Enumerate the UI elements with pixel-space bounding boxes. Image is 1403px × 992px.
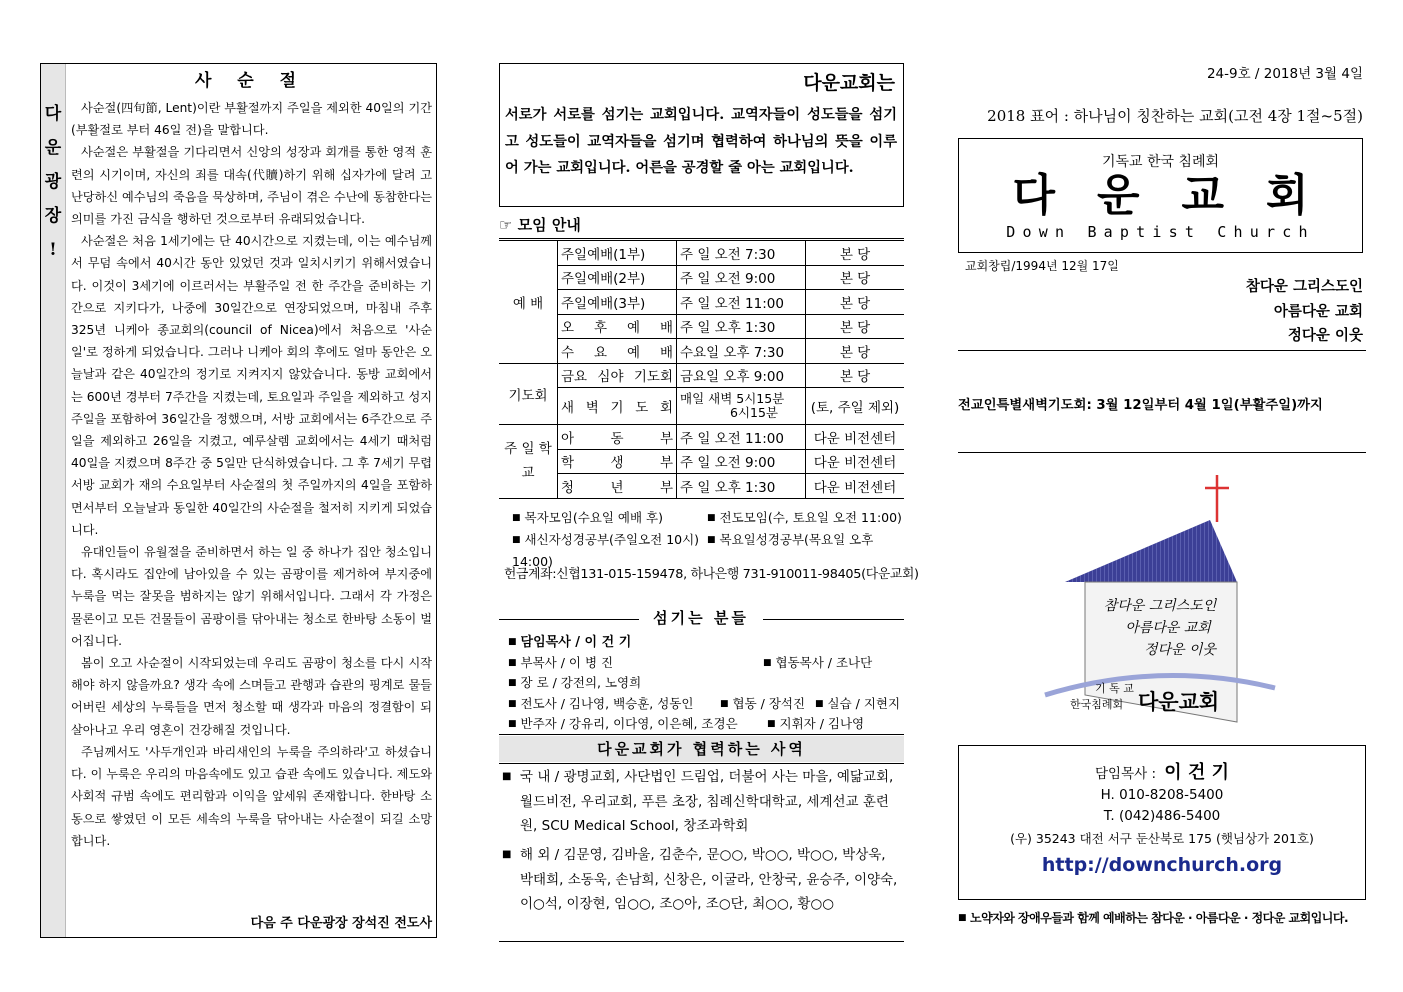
ministry-domestic xyxy=(502,765,902,839)
side-label xyxy=(41,64,66,937)
logo-name: 다운교회 xyxy=(1138,690,1220,714)
divider xyxy=(499,763,904,764)
logo-line: 아름다운 교회 xyxy=(1125,620,1211,636)
divider xyxy=(958,452,1366,453)
meeting-time: 주 일 오후 1:30 xyxy=(677,474,806,499)
table-row xyxy=(499,265,904,290)
meeting-name: 오 후 예 배 xyxy=(558,314,677,339)
extra-meeting: ■ 목자모임(수요일 예배 후) xyxy=(512,507,707,529)
ministry-overseas-text: 김문영, 김바울, 김춘수, 문○○, 박○○, 박○○, 박상욱, 박태희, 소동욱, 손남희, 신창은, 이굴라, 안창국, 윤승주, 이양숙, 이○석, 이장현, 임○○, 조○아, 조○단, 최○○, 황○○ xyxy=(520,847,898,912)
meeting-place: 본 당 xyxy=(806,339,905,364)
ministry-heading: 다운교회가 협력하는 사역 xyxy=(499,736,904,762)
slogans xyxy=(1246,275,1363,349)
issue-info: 24-9호 / 2018년 3월 4일 xyxy=(1206,66,1363,82)
column-sasunjeol xyxy=(40,63,437,938)
meeting-name: 새 벽 기 도 회 xyxy=(558,388,677,425)
bullet-square-icon: ■ xyxy=(502,849,512,860)
meeting-place: 본 당 xyxy=(806,241,905,266)
article-paragraph: 사순절은 처음 1세기에는 단 40시간으로 지켰는데, 이는 예수님께서 무덤 속에서 40시간 동안 있었던 것과 일치시키기 위해서였습니다. 이것이 3세기에 이르러서는 부활주일 전 한 주간을 준비하는 기간으로 지키다가, 나중에 30일간으로 연장되었으며, 마침내 주후 325년 니케아 종교회의(council of Nicea)에서 처음으로 '사순일'로 정하게 되었습니다. 그러나 니케아 회의 후에도 얼마 동안은 오늘날과 같은 40일간의 정기로 지켜지지 않았습니다. 동방 교회에서는 600년 경부터 7주간을 지켰는데, 토요일과 주일을 제외하고 성지 주일을 포함하여 36일간을 정했으며, 서방 교회에서는 6주간으로 주일을 제외하고 26일을 지켰고, 예루살렘 교회에서는 4세기 때처럼 40일을 지켰으며 8주간 중 5일만 단식하였습니다. 그 후 7세기 무렵 서방 교회가 재의 수요일부터 사순절의 첫 주일까지의 4일을 포함하면서부터 오늘날과 동일한 40일간의 사순절을 철저히 지키게 되었습니다. xyxy=(71,234,432,537)
divider xyxy=(958,350,1366,351)
divider xyxy=(499,619,639,620)
article-signature: 다음 주 다운광장 장석진 전도사 xyxy=(250,916,432,931)
logo-small: 기 독 교 xyxy=(1095,682,1134,695)
group-label: 주 일 학 교 xyxy=(499,425,558,499)
pastor-label: 담임목사 : xyxy=(1094,766,1156,782)
servant-line: ■ 담임목사 / 이 건 기 xyxy=(508,635,631,650)
article-paragraph: 사순절은 부활절을 기다리면서 신앙의 성장과 회개를 통한 영적 훈련의 시기이며, 자신의 죄를 대속(代贖)하기 위해 십자가에 달려 고난당하신 예수님의 죽음을 묵상하며, 주님이 겪은 수난에 동참한다는 의미를 가진 금식을 행하던 것으로부터 유래되었습니다. xyxy=(71,145,432,227)
footer-text: 노약자와 장애우들과 함께 예배하는 참다운 · 아름다운 · 정다운 교회입니다. xyxy=(970,911,1349,925)
servants-list xyxy=(508,632,903,735)
church-logo xyxy=(1040,470,1280,740)
meeting-place: 다운 비전센터 xyxy=(806,425,905,450)
table-row xyxy=(499,339,904,364)
servants-heading: 섬기는 분들 xyxy=(653,609,749,627)
divider xyxy=(499,941,904,942)
pastor-name: 이 건 기 xyxy=(1164,762,1229,783)
mobile-number: H. 010-8208-5400 xyxy=(1100,787,1224,803)
meeting-time xyxy=(677,388,806,425)
tel-number: T. (042)486-5400 xyxy=(1103,808,1221,824)
logo-line: 정다운 이웃 xyxy=(1143,642,1217,658)
divider xyxy=(499,238,904,239)
table-row xyxy=(499,290,904,315)
table-row xyxy=(499,241,904,266)
meeting-time: 주 일 오전 9:00 xyxy=(677,449,806,474)
cross-icon xyxy=(1205,475,1229,522)
intro-text: 서로가 서로를 섬기는 교회입니다. 교역자들이 성도들을 섬기고 성도들이 교역자들을 섬기며 협력하여 하나님의 뜻을 이루어 가는 교회입니다. 어른을 공경할 줄 아는 교회입니다. xyxy=(505,107,897,176)
ministry-overseas xyxy=(502,843,902,917)
roof-shape xyxy=(1065,520,1237,582)
founded-date: 교회창립/1994년 12월 17일 xyxy=(965,259,1119,273)
meeting-time: 주 일 오후 1:30 xyxy=(677,314,806,339)
meeting-place: 본 당 xyxy=(806,314,905,339)
meeting-time: 금요일 오후 9:00 xyxy=(677,363,806,388)
servant-line: ■ 실습 / 지현지 xyxy=(815,696,900,711)
divider xyxy=(763,619,904,620)
meeting-time-line: 매일 새벽 5시15분 xyxy=(680,391,785,406)
article-body xyxy=(71,97,432,852)
table-row xyxy=(499,449,904,474)
meeting-time: 주 일 오전 7:30 xyxy=(677,241,806,266)
meeting-name: 주일예배(2부) xyxy=(558,265,677,290)
meeting-place: 본 당 xyxy=(806,290,905,315)
logo-small: 한국침례회 xyxy=(1070,698,1124,711)
slogan: 정다운 이웃 xyxy=(1287,328,1363,344)
servant-line: ■ 협동목사 / 조나단 xyxy=(763,655,872,670)
offering-account: 헌금계좌:신협131-015-159478, 하나은행 731-910011-98405(다운교회) xyxy=(504,567,919,582)
group-label: 기도회 xyxy=(499,363,558,425)
extra-meeting: ■ 전도모임(수, 토요일 오전 11:00) xyxy=(707,510,902,525)
meeting-place: 다운 비전센터 xyxy=(806,474,905,499)
divider xyxy=(499,734,904,735)
side-char: 광 xyxy=(44,172,62,192)
meeting-place: (토, 주일 제외) xyxy=(806,388,905,425)
intro-heading: 다운교회는 xyxy=(803,72,895,94)
slogan: 참다운 그리스도인 xyxy=(1245,279,1363,295)
meeting-time: 주 일 오전 11:00 xyxy=(677,425,806,450)
table-row xyxy=(499,363,904,388)
servant-line: ■ 협동 / 장석진 xyxy=(720,694,815,715)
article-paragraph: 사순절(四旬節, Lent)이란 부활절까지 주일을 제외한 40일의 기간(부활절로 부터 46일 전)을 말합니다. xyxy=(71,101,432,138)
meeting-time-line: 6시15분 xyxy=(730,405,779,420)
church-intro-box xyxy=(499,63,904,207)
servant-line: ■ 부목사 / 이 병 진 xyxy=(508,653,763,674)
ministry-overseas-label: 해 외 / xyxy=(520,847,560,863)
church-english-name: Down Baptist Church xyxy=(1006,223,1315,241)
church-name: 다운교회 xyxy=(1012,170,1351,221)
church-name-box xyxy=(958,138,1363,253)
side-char: 장 xyxy=(44,206,62,226)
article-paragraph: 주님께서도 '사두개인과 바리새인의 누룩을 주의하라'고 하셨습니다. 이 누룩은 우리의 마음속에도 있고 습관 속에도 있습니다. 제도와 사회적 규범 속에도 편리함과 이익을 앞세워 존재합니다. 한바탕 소동으로 쌓였던 이 모든 세속의 누룩을 닦아내는 사순절이 되길 소망합니다. xyxy=(71,744,432,848)
contact-box xyxy=(958,745,1366,900)
denomination: 기독교 한국 침례회 xyxy=(1101,154,1220,170)
ministry-domestic-label: 국 내 / xyxy=(520,769,560,785)
meeting-time: 주 일 오전 11:00 xyxy=(677,290,806,315)
meetings-heading: ☞ 모임 안내 xyxy=(499,216,581,234)
table-row xyxy=(499,388,904,425)
year-motto: 2018 표어 : 하나님이 칭찬하는 교회(고전 4장 1절~5절) xyxy=(987,107,1363,125)
bullet-square-icon: ■ xyxy=(502,771,512,782)
logo-line: 참다운 그리스도인 xyxy=(1103,598,1217,614)
slogan: 아름다운 교회 xyxy=(1273,303,1363,320)
meeting-name: 수 요 예 배 xyxy=(558,339,677,364)
address: (우) 35243 대전 서구 둔산북로 175 (햇님상가 201호) xyxy=(1010,831,1314,846)
meeting-name: 청 년 부 xyxy=(558,474,677,499)
meeting-name: 주일예배(1부) xyxy=(558,241,677,266)
article-paragraph: 봄이 오고 사순절이 시작되었는데 우리도 곰팡이 청소를 다시 시작해야 하지 않을까요? 생각 속에 스며들고 관행과 습관의 핑계로 물들어버린 세상의 누룩들을 면저 청소할 때 생각과 마음의 정결함이 되살아나고 우리 영혼이 건강해질 것입니다. xyxy=(71,656,432,737)
side-char: 운 xyxy=(44,138,62,158)
meeting-time: 수요일 오후 7:30 xyxy=(677,339,806,364)
meeting-name: 주일예배(3부) xyxy=(558,290,677,315)
servant-line: ■ 지휘자 / 김나영 xyxy=(767,716,864,731)
servant-line: ■ 장 로 / 강전의, 노영희 xyxy=(508,675,641,690)
website-link[interactable]: http://downchurch.org xyxy=(1041,854,1283,876)
table-row xyxy=(499,314,904,339)
meeting-place: 다운 비전센터 xyxy=(806,449,905,474)
ministry-domestic-text: 광명교회, 사단법인 드림업, 더불어 사는 마을, 예닮교회, 월드비전, 우리교회, 푸른 초장, 침례신학대학교, 세계선교 훈련원, SCU Medical School, 창조과학회 xyxy=(520,769,894,834)
meeting-time: 주 일 오전 9:00 xyxy=(677,265,806,290)
extra-meeting: ■ 목요일성경공부(목요일 오후 14:00) xyxy=(512,532,873,569)
meeting-name: 학 생 부 xyxy=(558,449,677,474)
dawn-prayer-notice: 전교인특별새벽기도회: 3월 12일부터 4월 1일(부활주일)까지 xyxy=(958,398,1323,413)
group-label: 예 배 xyxy=(499,241,558,364)
table-row xyxy=(499,474,904,499)
servant-line: ■ 전도사 / 김나영, 백승훈, 성동인 xyxy=(508,694,720,715)
side-char: 다 xyxy=(44,104,62,124)
meeting-name: 금요 심야 기도회 xyxy=(558,363,677,388)
table-row xyxy=(499,425,904,450)
meeting-name: 아 동 부 xyxy=(558,425,677,450)
servant-line: ■ 반주자 / 강유리, 이다영, 이은혜, 조경은 xyxy=(508,714,767,735)
article-title: 사 순 절 xyxy=(194,71,307,91)
side-char: ! xyxy=(49,240,57,260)
meeting-schedule-table xyxy=(499,240,904,499)
article-paragraph: 유대인들이 유월절을 준비하면서 하는 일 중 하나가 집안 청소입니다. 혹시라도 집안에 남아있을 수 있는 곰팡이를 제거하여 부지중에 누룩을 먹는 잘못을 범하지는 않기 위해서입니다. 그래서 각 가정은 물론이고 모든 건물들이 곰팡이를 닦아내는 청소로 한바탕 소동이 벌어집니다. xyxy=(71,545,432,648)
meeting-place: 본 당 xyxy=(806,265,905,290)
footer-note xyxy=(958,909,1348,926)
extra-meeting: ■ 새신자성경공부(주일오전 10시) xyxy=(512,529,707,551)
meeting-place: 본 당 xyxy=(806,363,905,388)
